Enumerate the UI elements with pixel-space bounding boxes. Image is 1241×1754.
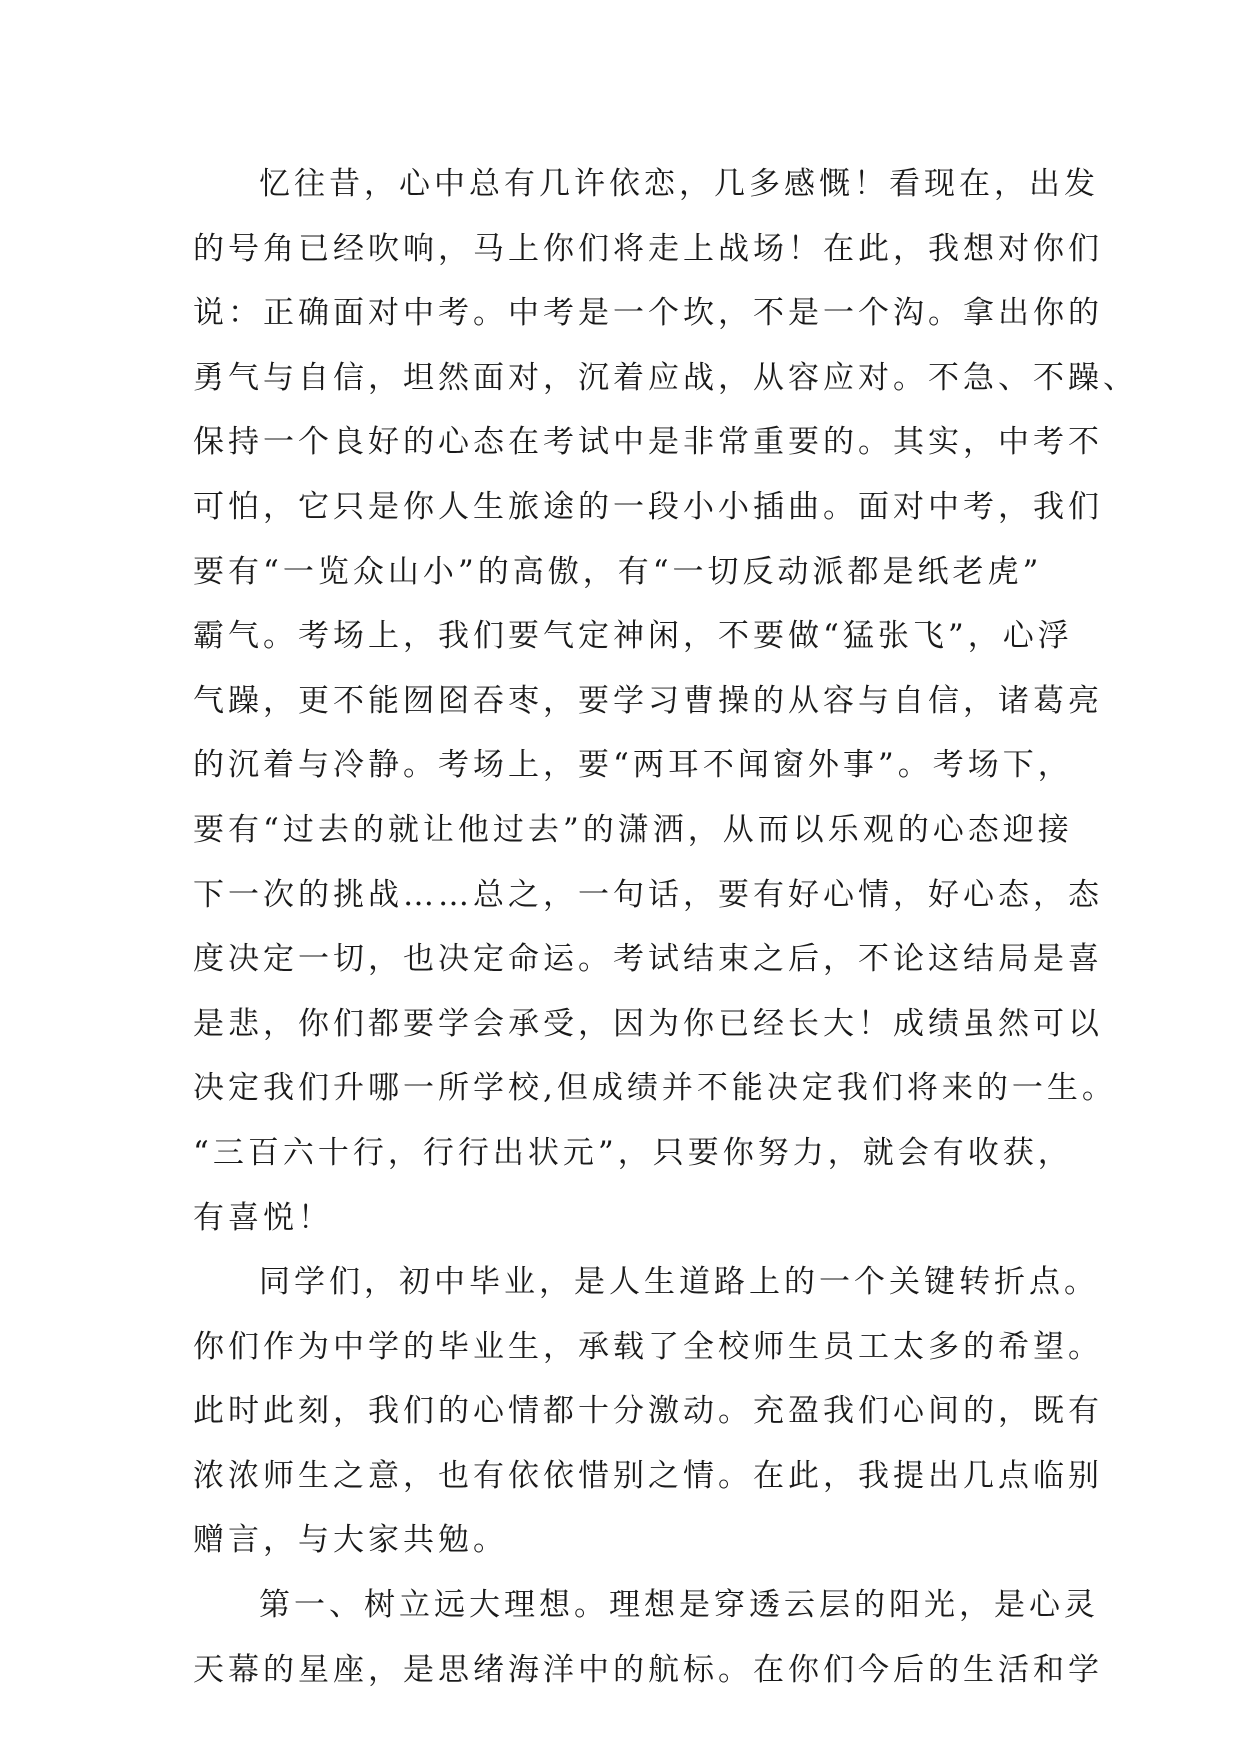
text-line: 有喜悦！: [193, 1199, 333, 1236]
text-line: 的沉着与冷静。考场上，要“两耳不闻窗外事”。考场下，: [193, 747, 1073, 784]
body-text: [193, 152, 1138, 1702]
text-line: 保持一个良好的心态在考试中是非常重要的。其实，中考不: [193, 424, 1103, 461]
text-line: 此时此刻，我们的心情都十分激动。充盈我们心间的，既有: [193, 1393, 1103, 1430]
text-line: 要有“过去的就让他过去”的潇洒，从而以乐观的心态迎接: [193, 811, 1073, 848]
text-line: 度决定一切，也决定命运。考试结束之后，不论这结局是喜: [193, 941, 1103, 978]
paragraph-first-line: 忆往昔，心中总有几许依恋，几多感慨！看现在，出发: [259, 166, 1099, 202]
text-line: 说：正确面对中考。中考是一个坎，不是一个沟。拿出你的: [193, 295, 1103, 332]
text-line: 要有“一览众山小”的高傲，有“一切反动派都是纸老虎”: [193, 553, 1043, 590]
paragraph-first-line: 同学们，初中毕业，是人生道路上的一个关键转折点。: [259, 1264, 1099, 1301]
text-line: 可怕，它只是你人生旅途的一段小小插曲。面对中考，我们: [193, 488, 1103, 525]
text-line: 决定我们升哪一所学校,但成绩并不能决定我们将来的一生。: [193, 1070, 1117, 1107]
text-line: 是悲，你们都要学会承受，因为你已经长大！成绩虽然可以: [193, 1005, 1103, 1042]
text-line: 你们作为中学的毕业生，承载了全校师生员工太多的希望。: [193, 1328, 1103, 1365]
text-line: 浓浓师生之意，也有依依惜别之情。在此，我提出几点临别: [193, 1457, 1103, 1494]
text-line: 赠言，与大家共勉。: [193, 1522, 508, 1559]
paragraph-first-line: 第一、树立远大理想。理想是穿透云层的阳光，是心灵: [259, 1587, 1099, 1624]
text-line: 霸气。考场上，我们要气定神闲，不要做“猛张飞”，心浮: [193, 618, 1073, 655]
text-line: 的号角已经吹响，马上你们将走上战场！在此，我想对你们: [193, 230, 1103, 267]
text-line: 气躁，更不能囫囵吞枣，要学习曹操的从容与自信，诸葛亮: [193, 682, 1103, 719]
text-line: 天幕的星座，是思绪海洋中的航标。在你们今后的生活和学: [193, 1651, 1103, 1688]
text-line: 勇气与自信，坦然面对，沉着应战，从容应对。不急、不躁、: [193, 359, 1138, 396]
text-line: “三百六十行，行行出状元”，只要你努力，就会有收获，: [193, 1134, 1073, 1171]
text-line: 下一次的挑战……总之，一句话，要有好心情，好心态，态: [193, 876, 1103, 913]
